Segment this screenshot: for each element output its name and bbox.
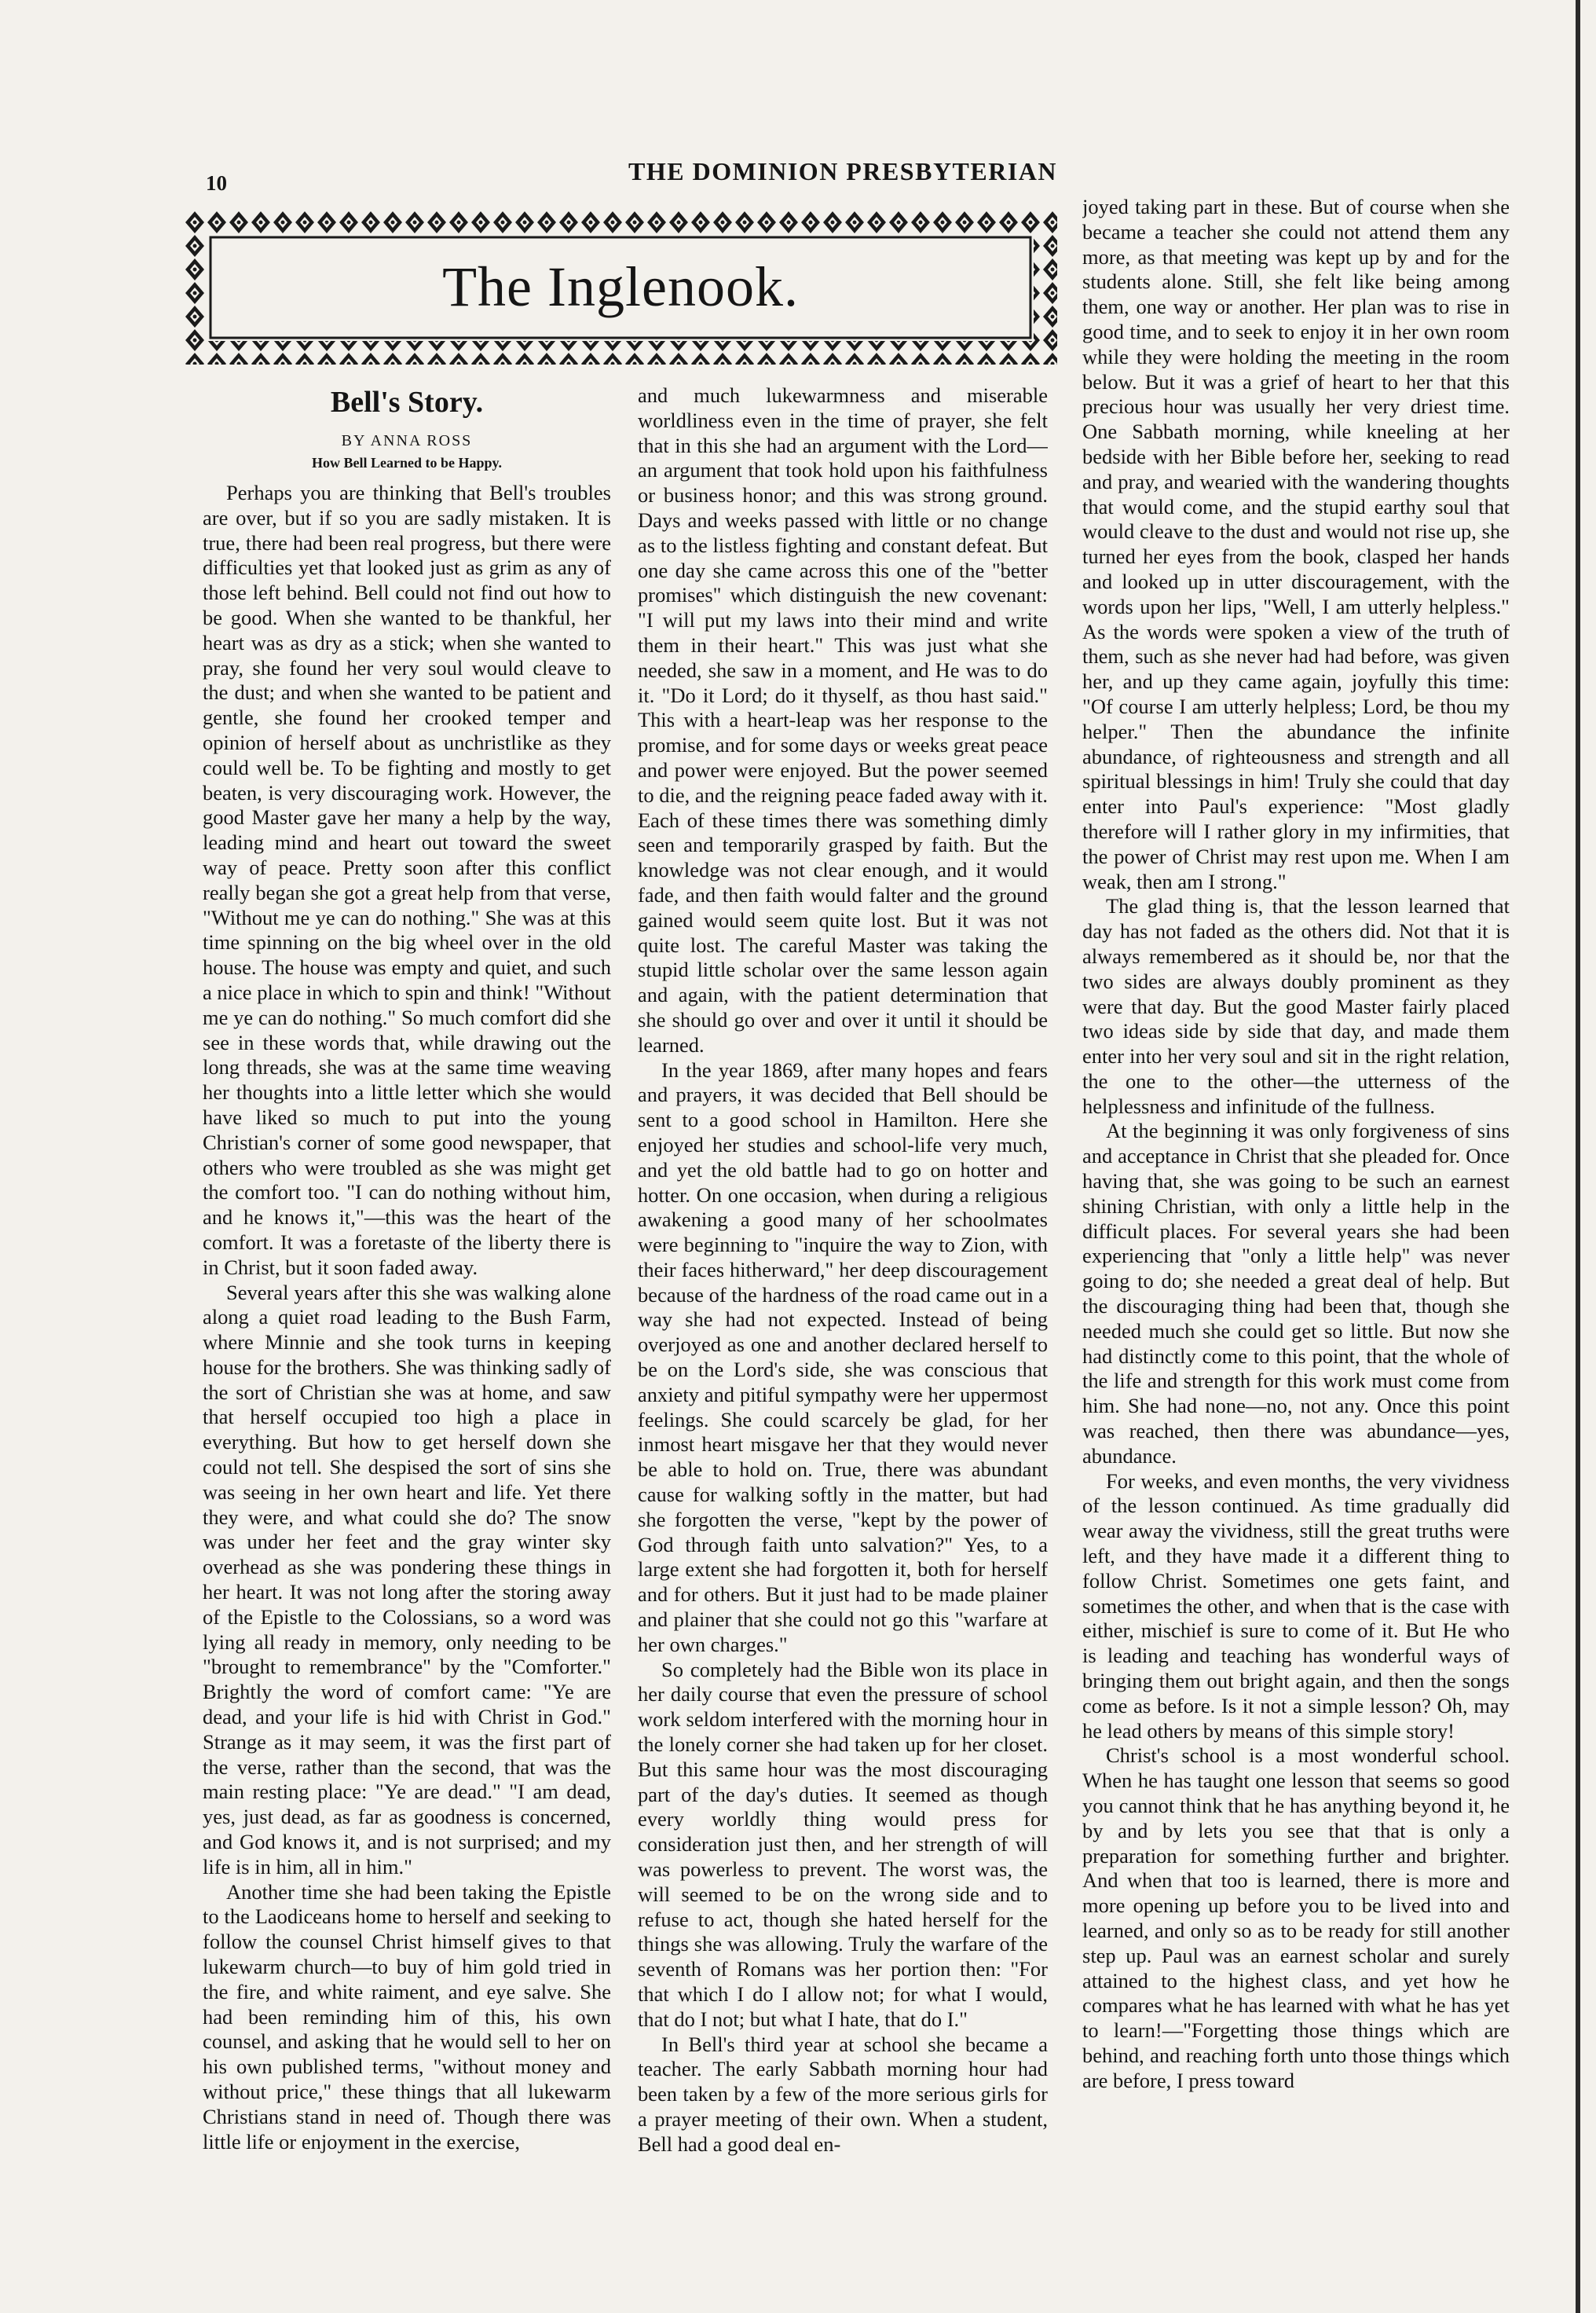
story-subtitle: How Bell Learned to be Happy. xyxy=(311,455,502,471)
paragraph: So completely had the Bible won its place in her daily course that even the pressure of school work seldom interfered with the morning hour in the lonely corner she had taken up for her closet. But this same hour was the most discouraging part of the day's duties. It seemed as though every worldly thing would press for consideration just then, and her strength of will was powerless to prevent. The worst was, the will seemed to be on the wrong side and to refuse to act, though she hated herself for the things she was allowing. Truly the warfare of the seventh of Romans was her portion then: "For that which I do I allow not; for what I would, that do I not; but what I hate, that do I." xyxy=(638,1657,1048,2031)
story-title: Bell's Story. xyxy=(330,386,484,419)
paragraph: Another time she had been taking the Epistle to the Laodiceans home to herself and seeking to follow the counsel Christ himself gives to that lukewarm church—to buy of him gold tried in the fire, and white raiment, and eye salve. She had been reminding him of this, his own counsel, and asking that he would sell to her on his own published terms, "without money and without price," these things that all lukewarm Christians stand in need of. Though there was little life or enjoyment in the exercise, xyxy=(203,1879,611,2154)
column-2 xyxy=(638,383,1048,2167)
paragraph: At the beginning it was only forgiveness of sins and acceptance in Christ that she pleaded for. Once having that, she was going to be such an earnest shining Christian, with only a little help in the difficult places. For several years she had been experiencing that "only a little help" was never going to do; she needed a great deal of help. But the discouraging thing had been that, though she needed much she could get so little. But now she had distinctly come to this point, that the whole of the life and strength for this work must come from him. She had none—no, not any. Once this point was reached, then there was abundance—yes, abundance. xyxy=(1082,1119,1510,1468)
section-masthead xyxy=(184,211,1057,365)
paragraph: In the year 1869, after many hopes and fears and prayers, it was decided that Bell should be sent to a good school in Hamilton. Here she enjoyed her studies and school-life very much, and yet the old battle had to go on hotter and hotter. On one occasion, when during a religious awakening a good many of her schoolmates were beginning to "inquire the way to Zion, with their faces hitherward," her deep discouragement because of the hardness of the road came out in a way she had not expected. Instead of being overjoyed as one and another declared herself to be on the Lord's side, she was conscious that anxiety and pitiful sympathy were her uppermost feelings. She could scarcely be glad, for her inmost heart misgave her that they would never be able to hold on. True, there was abundant cause for walking softly in the matter, but had she forgotten the verse, "kept by the power of God through faith unto salvation?" Yes, to a large extent she had forgotten it, both for herself and for others. But it just had to be made plainer and plainer that she could not go this "warfare at her own charges." xyxy=(638,1058,1048,1656)
story-byline: BY ANNA ROSS xyxy=(341,432,473,449)
column-3 xyxy=(1082,195,1510,2175)
paragraph: The glad thing is, that the lesson learned that day has not faded as the others did. Not that it is always remembered as it should be, nor that the two sides are always doubly prominent as they were that day. But the good Master fairly placed two ideas side by side that day, and made them enter into her very soul and sit in the right relation, the one to the other—the utterness of the helplessness and infinitude of the fullness. xyxy=(1082,894,1510,1118)
running-head: THE DOMINION PRESBYTERIAN xyxy=(628,157,1058,185)
paragraph: and much lukewarmness and miserable worldliness even in the time of prayer, she felt that in this she had an argument with the Lord—an argument that took hold upon his faithfulness or business honor; and this was strong ground. Days and weeks passed with little or no change as to the listless fighting and constant defeat. But one day she came across this one of the "better promises" which distinguish the new covenant: "I will put my laws into their mind and write them in their heart." This was just what she needed, she saw in a moment, and He was to do it. "Do it Lord; do it thyself, as thou hast said." This with a heart-leap was her response to the promise, and for some days or weeks great peace and power were enjoyed. But the power seemed to die, and the reigning peace faded away with it. Each of these times there was something dimly seen and temporarily grasped by faith. But the knowledge was not clear enough, and it would fade, and then faith would falter and the ground gained would seem quite lost. But it was not quite lost. The careful Master was taking the stupid little scholar over the same lesson again and again, with the patient determination that she should go over and over it until it should be learned. xyxy=(638,383,1048,1057)
paragraph: Christ's school is a most wonderful school. When he has taught one lesson that seems so good you cannot think that he has anything beyond it, he by and by lets you see that that is only a preparation for something further and brighter. And when that too is learned, there is more and more opening up before you to be lived into and learned, and only so as to be ready for still another step up. Paul was an earnest scholar and surely attained to the highest class, and yet how he compares what he has learned with what he has yet to learn!—"Forgetting those things which are behind, and reaching forth unto those things which are before, I press toward xyxy=(1082,1743,1510,2092)
paragraph: For weeks, and even months, the very vividness of the lesson continued. As time gradually did wear away the vividness, still the great truths were left, and they have made it a different thing to follow Christ. Sometimes one gets faint, and sometimes the other, and when that is the case with either, mischief is sure to come of it. But He who is leading and teaching has wonderful ways of bringing them out bright again, and then the songs come as before. Is it not a simple lesson? Oh, may he lead others by means of this simple story! xyxy=(1082,1468,1510,1743)
page-number: 10 xyxy=(206,171,227,195)
section-title: The Inglenook. xyxy=(442,255,799,318)
paragraph: joyed taking part in these. But of course when she became a teacher she could not attend them any more, as that meeting was kept up by and for the students alone. Still, she felt like being among them, one way or another. Her plan was to rise in good time, and to seek to enjoy it in her own room while they were holding the meeting in the room below. But it was a grief of heart to her that this precious hour was usually her very driest time. One Sabbath morning, while kneeling at her bedside with her Bible before her, seeking to read and pray, and wearied with the wandering thoughts that would come, and the stupid earthy soul that would cleave to the dust and would not rise up, she turned her eyes from the book, clasped her hands and looked up in utter discouragement, with the words upon her lips, "Well, I am utterly helpless." As the words were spoken a view of the truth of them, such as she never had had before, was given her, and up they came again, joyfully this time: "Of course I am utterly helpless; Lord, be thou my helper." Then the abundance the infinite abundance, of righteousness and strength and all spiritual blessings in him! Truly she could that day enter into Paul's experience: "Most gladly therefore will I rather glory in my infirmities, that the power of Christ may rest upon me. When I am weak, then am I strong." xyxy=(1082,195,1510,893)
paragraph: In Bell's third year at school she became a teacher. The early Sabbath morning hour had been taken by a few of the more serious girls for a prayer meeting of their own. When a student, Bell had a good deal en- xyxy=(638,2032,1048,2156)
paragraph: Several years after this she was walking alone along a quiet road leading to the Bush Farm, where Minnie and she took turns in keeping house for the brothers. She was thinking sadly of the sort of Christian she was at home, and saw that herself occupied too high a place in everything. But how to get herself down she could not tell. She despised the sort of sins she was seeing in her own heart and life. Yet there they were, and what could she do? The snow was under her feet and the gray winter sky overhead as she was pondering these things in her heart. It was not long after the storing away of the Epistle to the Colossians, so a word was lying all ready in memory, only needing to be "brought to remembrance" by the "Comforter." Brightly the word of comfort came: "Ye are dead, and your life is hid with Christ in God." Strange as it may seem, it was the first part of the verse, rather than the second, that was the main resting place: "Ye are dead." "I am dead, yes, just dead, as far as goodness is concerned, and God knows it, and is not surprised; and my life is in him, all in him." xyxy=(203,1280,611,1879)
page-edge-rule xyxy=(1576,0,1580,2313)
column-1 xyxy=(203,385,611,2168)
paragraph: Perhaps you are thinking that Bell's troubles are over, but if so you are sadly mistaken. It is true, there had been real progress, but there were difficulties yet that looked just as grim as any of those left behind. Bell could not find out how to be good. When she wanted to be thankful, her heart was as dry as a stick; when she wanted to pray, she found her very soul would cleave to the dust; and when she wanted to be patient and gentle, she found her crooked temper and opinion of herself about as unchristlike as they could well be. To be fighting and mostly to get beaten, is very discouraging work. However, the good Master gave her many a help by the way, leading mind and heart out toward the sweet way of peace. Pretty soon after this conflict really began she got a great help from that verse, "Without me ye can do nothing." She was at this time spinning on the big wheel over in the old house. The house was empty and quiet, and such a nice place in which to spin and think! "Without me ye can do nothing." So much comfort did she see in these words that, while drawing out the long threads, she was at the same time weaving her thoughts into a little letter which she would have liked so much to put into the young Christian's corner of some good newspaper, that others who were troubled as she was might get the comfort too. "I can do nothing without him, and he knows it,"—this was the heart of the comfort. It was a foretaste of the liberty there is in Christ, but it soon faded away. xyxy=(203,481,611,1279)
